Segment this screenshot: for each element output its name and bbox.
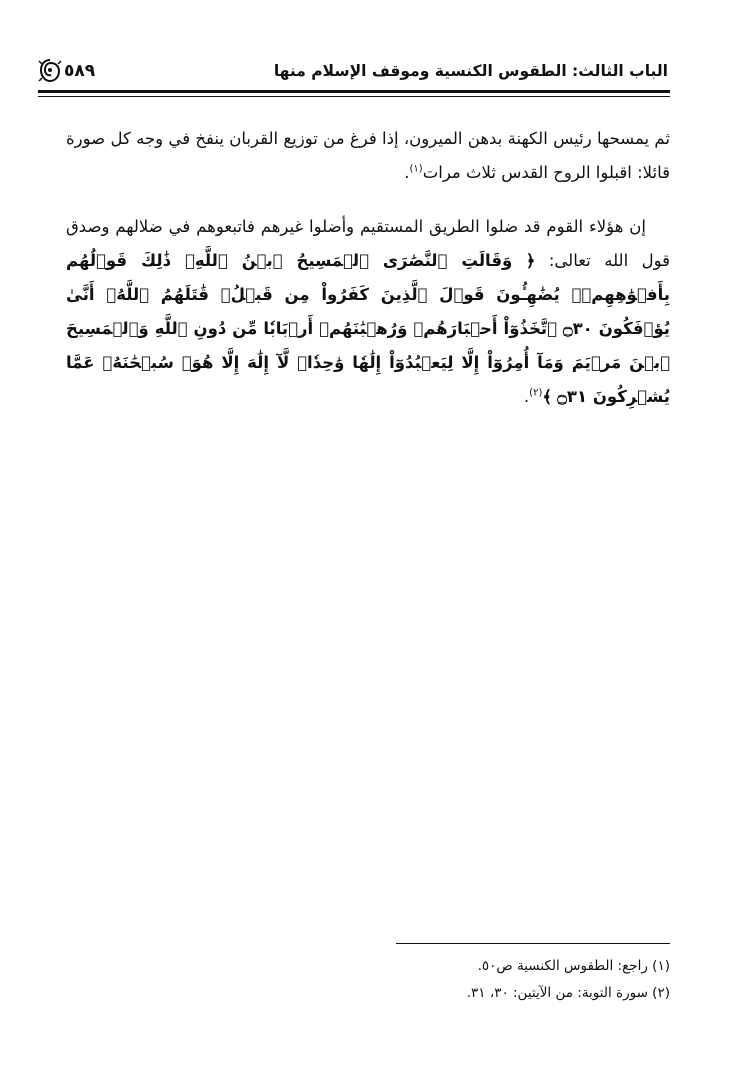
header-rule-thick — [38, 90, 670, 93]
paragraph-2-intro: إن هؤلاء القوم قد ضلوا الطريق المستقيم وأضلوا غيرهم فاتبعوهم في ضلالهم وصدق قول الله تعالى: — [66, 217, 671, 270]
header-rule-thin — [38, 96, 670, 97]
page-header — [38, 56, 670, 90]
running-title: الباب الثالث: الطقوس الكنسية وموقف الإسلام منها — [273, 62, 668, 80]
paragraph-2-end: . — [523, 387, 530, 406]
footnote-ref-1: (١) — [409, 163, 423, 175]
quran-verse: وَقَالَتِ ٱلنَّصَٰرَى ٱلۡمَسِيحُ ٱبۡنُ ٱللَّهِۖ ذَٰلِكَ قَوۡلُهُم بِأَفۡوَٰهِهِمۡۖ يُضَٰهِـُٔونَ قَوۡلَ ٱلَّذِينَ كَفَرُواْ مِن قَبۡلُۚ قَٰتَلَهُمُ ٱللَّهُۖ أَنَّىٰ يُؤۡفَكُونَ ۝٣٠ ٱتَّخَذُوٓاْ أَحۡبَارَهُمۡ وَرُهۡبَٰنَهُمۡ أَرۡبَابٗا مِّن دُونِ ٱللَّهِ وَٱلۡمَسِيحَ ٱبۡنَ مَرۡيَمَ وَمَآ أُمِرُوٓاْ إِلَّا لِيَعۡبُدُوٓاْ إِلَٰهٗا وَٰحِدٗاۖ لَّآ إِلَٰهَ إِلَّا هُوَۚ سُبۡحَٰنَهُۥ عَمَّا يُشۡرِكُونَ ۝٣١ — [66, 251, 670, 406]
paragraph-1-text: ثم يمسحها رئيس الكهنة بدهن الميرون، إذا فرغ من توزيع القربان ينفخ في وجه كل صورة قائلا: اقبلوا الروح القدس ثلاث مرات — [66, 129, 670, 182]
footnote-ref-2: (٢) — [529, 387, 543, 399]
paragraph-1 — [66, 122, 670, 190]
quran-close-bracket: ﴾ — [542, 387, 553, 406]
main-text — [66, 122, 670, 414]
page-number-block — [38, 56, 95, 86]
page-ornament-icon — [38, 58, 62, 84]
footnote-1: (١) راجع: الطقوس الكنسية ص٥٠. — [477, 958, 670, 974]
footnote-2: (٢) سورة التوبة: من الآيتين: ٣٠، ٣١. — [466, 985, 670, 1001]
paragraph-1-end: . — [404, 163, 410, 182]
page-number: ٥٨٩ — [64, 61, 96, 81]
footnote-separator — [396, 943, 670, 944]
quran-open-bracket: ﴿ — [525, 251, 536, 270]
footnotes — [270, 953, 670, 1007]
paragraph-2 — [66, 210, 670, 414]
